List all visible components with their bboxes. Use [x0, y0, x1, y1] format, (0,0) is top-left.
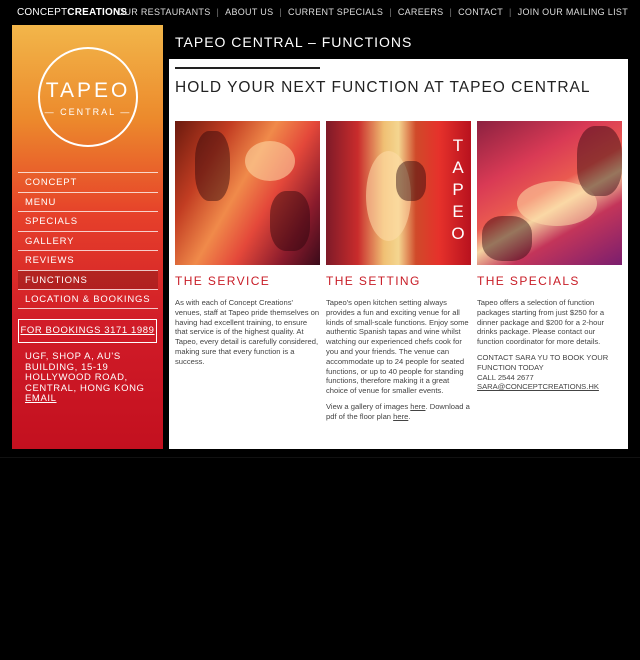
- topnav-about-us[interactable]: ABOUT US: [225, 7, 274, 17]
- photo-highlight: [245, 141, 295, 181]
- service-title: THE SERVICE: [175, 274, 271, 288]
- photo-shadow: [270, 191, 310, 251]
- gallery-end: .: [408, 411, 411, 421]
- topnav-separator: |: [389, 7, 392, 17]
- service-photo: [175, 121, 320, 265]
- address-line: BUILDING, 15-19: [25, 361, 109, 373]
- sidebar-item-functions[interactable]: FUNCTIONS: [18, 270, 158, 290]
- sidebar-nav: [18, 172, 158, 309]
- topnav-mailing-list[interactable]: JOIN OUR MAILING LIST: [517, 7, 628, 17]
- headline: HOLD YOUR NEXT FUNCTION AT TAPEO CENTRAL: [175, 79, 591, 96]
- specials-column: [477, 274, 622, 398]
- sidebar-item-location-bookings[interactable]: LOCATION & BOOKINGS: [18, 289, 158, 309]
- tapeo-vertical-sign: [451, 135, 465, 245]
- email-link[interactable]: EMAIL: [25, 393, 57, 404]
- brand-logo[interactable]: [17, 7, 127, 18]
- setting-title: THE SETTING: [326, 274, 421, 288]
- contact-paragraph: [477, 353, 622, 392]
- topnav-contact[interactable]: CONTACT: [458, 7, 504, 17]
- contact-phone: CALL 2544 2677: [477, 372, 534, 382]
- sidebar-item-reviews[interactable]: REVIEWS: [18, 250, 158, 270]
- topnav-careers[interactable]: CAREERS: [397, 7, 444, 17]
- sign-letter: E: [452, 202, 464, 221]
- sign-letter: P: [452, 180, 464, 199]
- gallery-paragraph: [326, 402, 471, 422]
- photo-shadow: [577, 126, 622, 196]
- bookings-button[interactable]: FOR BOOKINGS 3171 1989: [18, 319, 157, 343]
- tapeo-logo[interactable]: [38, 47, 138, 147]
- topnav-separator: |: [279, 7, 283, 17]
- main-content: [169, 59, 628, 449]
- floorplan-link[interactable]: here: [393, 411, 409, 421]
- setting-photo: [326, 121, 471, 265]
- specials-title: THE SPECIALS: [477, 274, 580, 288]
- contact-email-link[interactable]: SARA@CONCEPTCREATIONS.HK: [477, 382, 599, 392]
- address-line: UGF, SHOP A, AU'S: [25, 351, 121, 362]
- page-frame-bottom: [0, 457, 640, 458]
- specials-text: Tapeo offers a selection of function packages starting from just $250 for a dinner package and $200 for a 2-hour drinks package. Please contact our function coordinator for more details.: [477, 298, 605, 347]
- topnav-current-specials[interactable]: CURRENT SPECIALS: [288, 7, 384, 17]
- sidebar-item-menu[interactable]: MENU: [18, 192, 158, 212]
- service-text: As with each of Concept Creations' venues, staff at Tapeo pride themselves on having had excellent training, to ensure that service is of the highest quality. At Tapeo, every detail is carefully considered, making sure that every function is a success.: [175, 298, 320, 366]
- contact-line: CONTACT SARA YU TO BOOK YOUR FUNCTION TODAY: [477, 352, 609, 372]
- topnav-separator: |: [216, 7, 220, 17]
- topnav-separator: |: [449, 7, 453, 17]
- floorplan-text: . Download a pdf of the floor plan: [326, 401, 470, 421]
- page-title: TAPEO CENTRAL – FUNCTIONS: [175, 34, 413, 50]
- setting-text: Tapeo's open kitchen setting always provides a fun and exciting venue for all kinds of small-scale functions. Enjoy some authentic Spanish tapas and wine whilst watching our experienced chefs cook for you and your friends. The venue can accommodate up to 24 people for seated functions, or up to 40 people for standing functions, therefore making it a great choice of venue for smaller events.: [326, 298, 469, 396]
- sign-letter: A: [452, 158, 464, 177]
- topnav-our-restaurants[interactable]: OUR RESTAURANTS: [117, 7, 211, 17]
- top-nav: [117, 7, 628, 17]
- address-line: CENTRAL, HONG KONG: [25, 382, 145, 394]
- sign-letter: T: [452, 136, 464, 155]
- address-block: [25, 352, 155, 405]
- sidebar: [12, 25, 163, 449]
- brand-part1: CONCEPT: [17, 7, 68, 18]
- top-bar: [0, 0, 640, 24]
- topnav-separator: |: [509, 7, 512, 17]
- gallery-link[interactable]: here: [410, 401, 426, 411]
- gallery-text: View a gallery of images: [326, 401, 411, 411]
- sidebar-item-concept[interactable]: CONCEPT: [18, 172, 158, 192]
- photo-shadow: [482, 216, 532, 261]
- setting-column: [326, 274, 471, 428]
- specials-photo: [477, 121, 622, 265]
- sign-letter: O: [451, 224, 465, 243]
- service-column: [175, 274, 320, 373]
- divider: [175, 67, 320, 69]
- brand-part2: CREATIONS: [67, 7, 128, 18]
- logo-name: TAPEO: [45, 79, 131, 102]
- sidebar-item-specials[interactable]: SPECIALS: [18, 211, 158, 231]
- logo-sub: — CENTRAL —: [44, 107, 132, 117]
- address-line: HOLLYWOOD ROAD,: [25, 372, 128, 383]
- photo-shadow: [195, 131, 230, 201]
- sidebar-item-gallery[interactable]: GALLERY: [18, 231, 158, 251]
- photo-shadow: [396, 161, 426, 201]
